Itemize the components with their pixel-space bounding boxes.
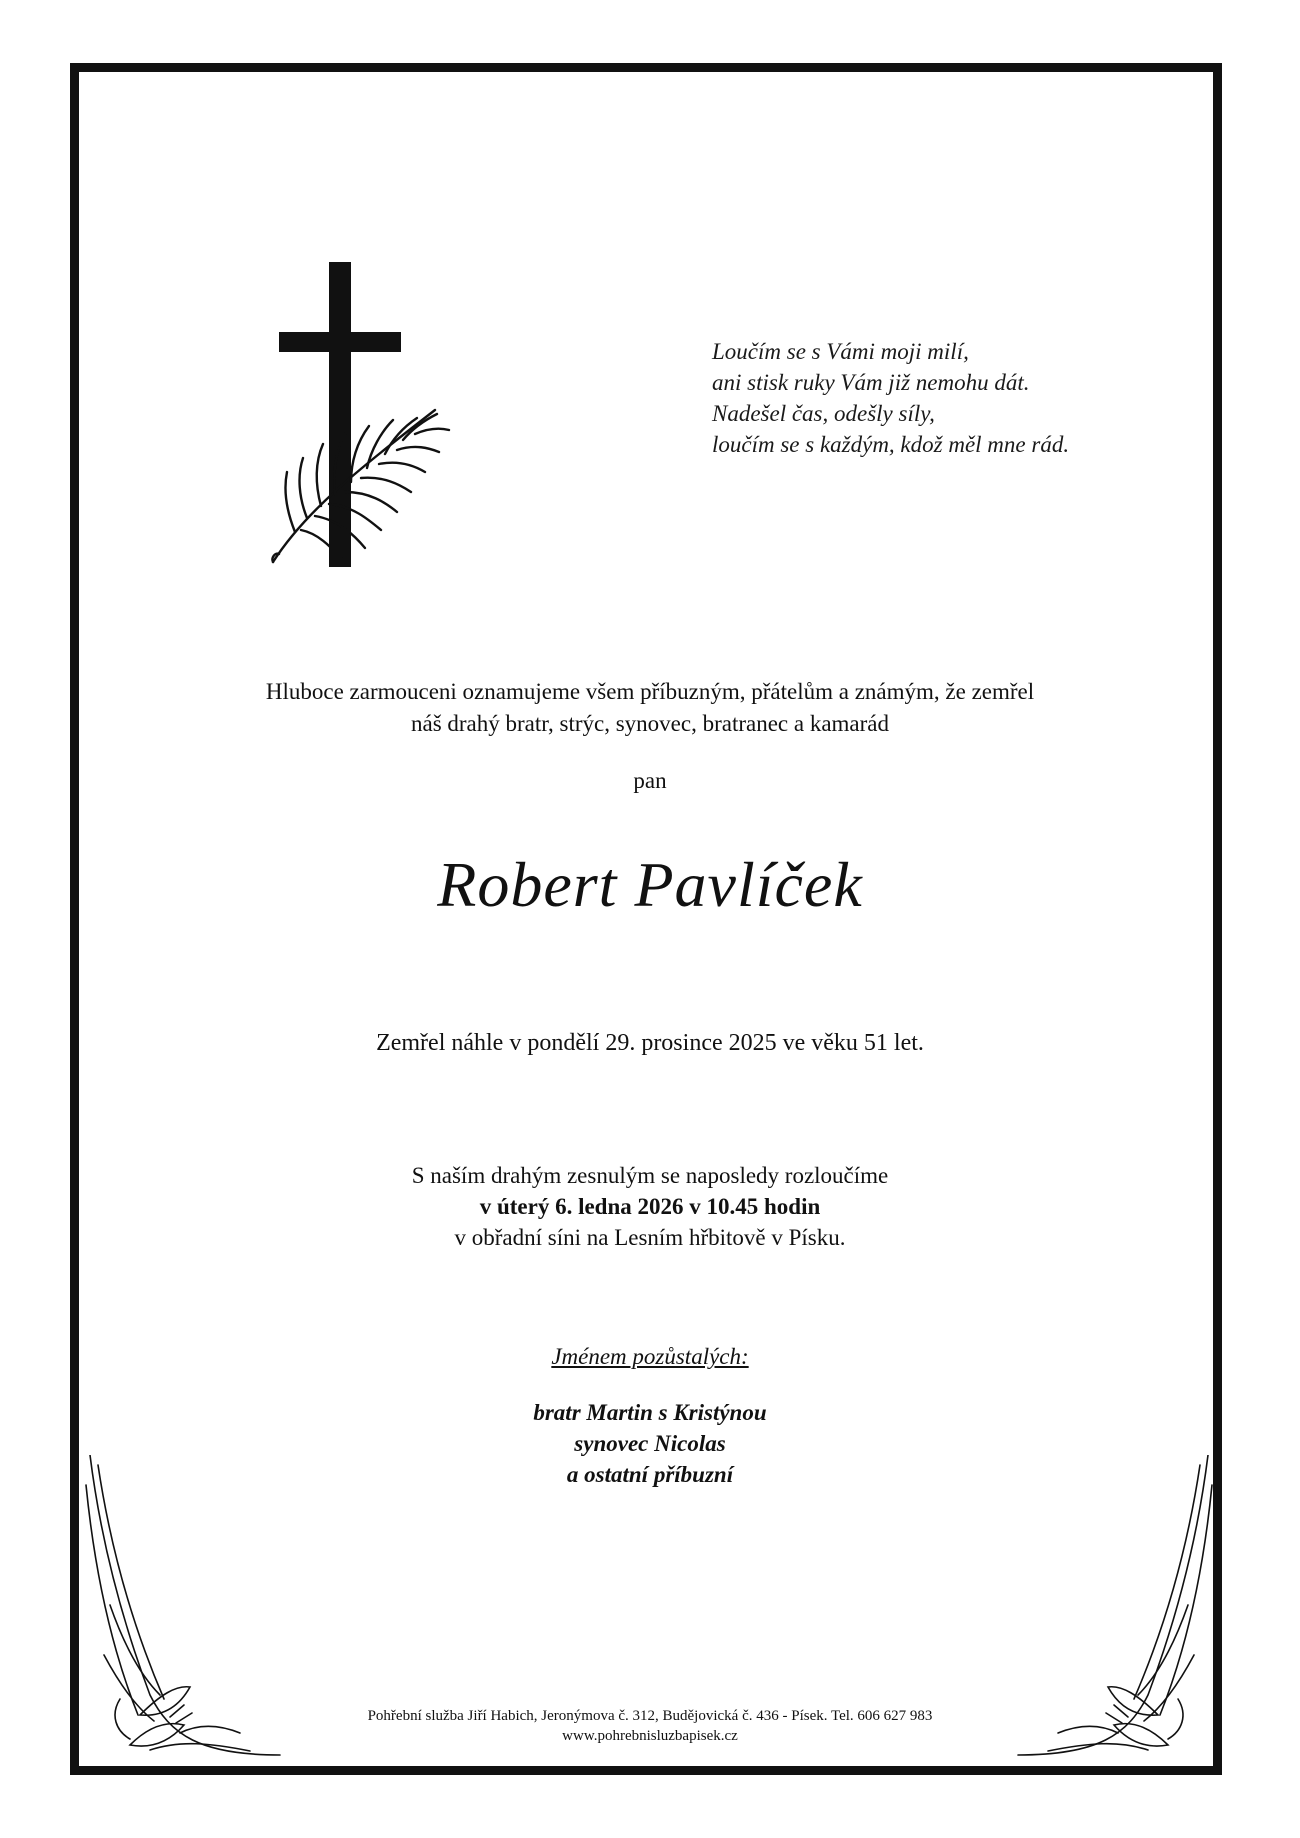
funeral-service-footer [140, 1706, 1160, 1746]
funeral-service-contact: Pohřební služba Jiří Habich, Jeronýmova č. 312, Budějovická č. 436 - Písek. Tel. 606 627 983 [367, 1708, 933, 1724]
poem-line: loučím se s každým, kdož měl mne rád. [712, 432, 1070, 457]
funeral-intro: S naším drahým zesnulým se naposledy rozloučíme [411, 1163, 889, 1188]
announcement-line: Hluboce zarmouceni oznamujeme všem příbuzným, přátelům a známým, že zemřel [265, 679, 1035, 704]
survivor-name: synovec Nicolas [574, 1431, 726, 1456]
poem-line: ani stisk ruky Vám již nemohu dát. [712, 370, 1030, 395]
survivors-list [140, 1397, 1160, 1490]
funeral-date-time: v úterý 6. ledna 2026 v 10.45 hodin [479, 1194, 821, 1219]
deceased-name: Robert Pavlíček [437, 849, 863, 920]
title-word: pan [633, 768, 667, 793]
death-info: Zemřel náhle v pondělí 29. prosince 2025 ve věku 51 let. [376, 1030, 924, 1056]
survivor-name: bratr Martin s Kristýnou [533, 1400, 767, 1425]
funeral-details [140, 1160, 1160, 1253]
poem-line: Nadešel čas, odešly síly, [712, 401, 935, 426]
announcement-line: náš drahý bratr, strýc, synovec, bratranec a kamarád [410, 711, 890, 736]
survivors-heading: Jménem pozůstalých: [551, 1344, 749, 1369]
farewell-poem [712, 336, 1172, 460]
survivor-name: a ostatní příbuzní [566, 1462, 734, 1487]
funeral-service-website: www.pohrebnisluzbapisek.cz [562, 1728, 738, 1744]
death-announcement [140, 676, 1160, 740]
funeral-location: v obřadní síni na Lesním hřbitově v Písku. [454, 1225, 846, 1250]
cross-with-palm-icon [265, 262, 455, 572]
poem-line: Loučím se s Vámi moji milí, [712, 339, 969, 364]
